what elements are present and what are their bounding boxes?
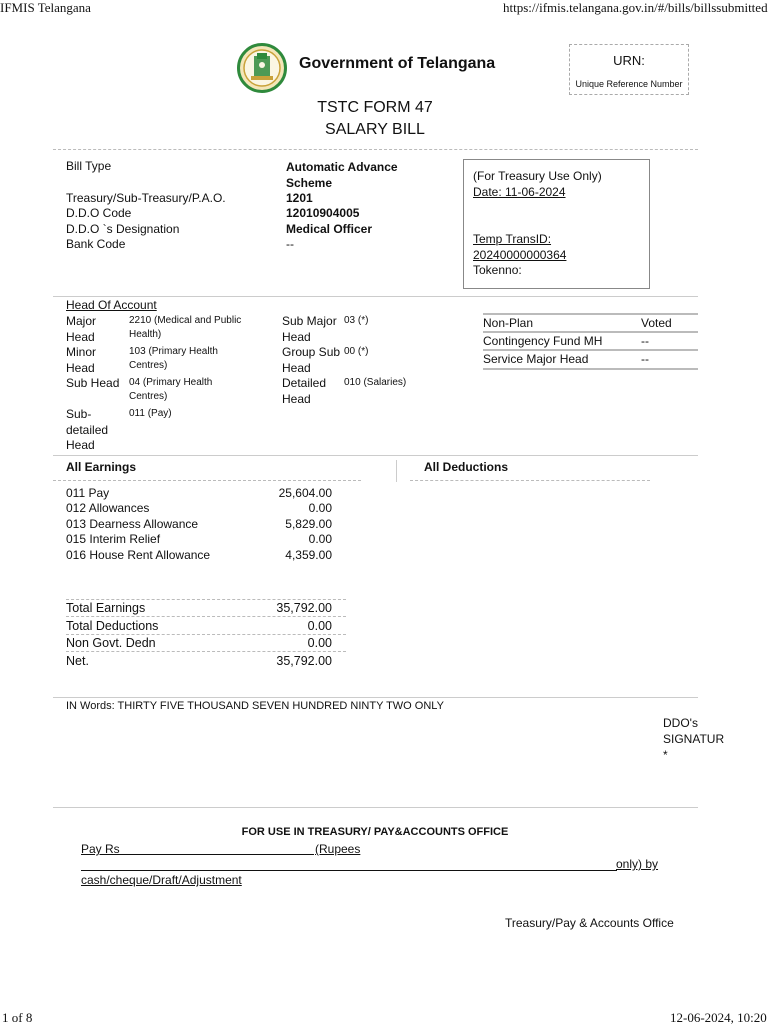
side-table-rule [483,368,698,370]
total-label: Total Deductions [66,619,159,633]
side-table-value: -- [641,352,649,366]
token-label: Tokenno: [473,263,522,277]
earning-amount: 5,829.00 [285,517,332,531]
side-table-row [483,352,698,369]
divider-earnings [53,455,698,456]
divider-treasury [53,807,698,808]
print-header-url: https://ifmis.telangana.gov.in/#/bills/billssubmitted [503,0,768,15]
urn-sublabel: Unique Reference Number [575,79,683,89]
ddo-signature-line2: SIGNATUR [663,732,725,746]
total-label: Non Govt. Dedn [66,636,156,650]
earning-label: 015 Interim Relief [66,532,161,546]
sub-major-head-label: Sub Major Head [282,314,337,344]
side-table-rule [483,349,698,351]
temp-trans-label: Temp TransID: [473,232,552,246]
rupees-line [81,870,617,871]
earning-amount: 25,604.00 [278,486,332,500]
bill-type-label: Bill Type [66,159,112,173]
sub-major-head-value: 03 (*) [344,315,369,326]
earning-amount: 0.00 [308,501,332,515]
treasury-section-title: FOR USE IN TREASURY/ PAY&ACCOUNTS OFFICE [241,826,509,838]
ddo-code-label: D.D.O Code [66,206,132,220]
ddo-designation-label: D.D.O `s Designation [66,222,180,236]
major-head-value: 2210 (Medical and Public Health) [129,315,242,340]
all-earnings-title: All Earnings [66,460,137,474]
total-label: Total Earnings [66,601,146,615]
bank-code-label: Bank Code [66,237,126,251]
ddo-signature-line1: DDO's [663,716,698,730]
total-amount: 0.00 [307,636,332,650]
treasury-use-only: (For Treasury Use Only) [473,169,602,183]
totals-rule [66,634,346,635]
divider-top [53,149,698,150]
form-title: TSTC FORM 47 [317,99,433,116]
divider-words [53,697,698,698]
earning-label: 016 House Rent Allowance [66,548,211,562]
total-label: Net. [66,654,89,668]
total-amount: 0.00 [307,619,332,633]
rupees-label: (Rupees [315,842,361,856]
side-table-label: Service Major Head [483,352,589,366]
side-table-rule [483,313,698,315]
temp-trans-value: 20240000000364 [473,248,567,262]
major-head-label: Major Head [66,314,97,344]
side-table-label: Non-Plan [483,316,534,330]
treasury-office-label: Treasury/Pay & Accounts Office [505,916,674,930]
total-amount: 35,792.00 [276,654,332,668]
earning-amount: 0.00 [308,532,332,546]
treasury-value: 1201 [286,191,313,205]
payment-modes: cash/cheque/Draft/Adjustment [81,873,242,887]
urn-label: URN: [613,53,645,68]
treasury-use-box [463,159,650,289]
detailed-head-label: Detailed Head [282,376,327,406]
sub-head-value: 04 (Primary Health Centres) [129,377,213,402]
side-table-rule [483,331,698,333]
minor-head-value: 103 (Primary Health Centres) [129,346,218,371]
print-footer-timestamp: 12-06-2024, 10:20 [670,1010,767,1025]
totals-rule [66,616,346,617]
form-subtitle: SALARY BILL [325,121,425,138]
all-deductions-title: All Deductions [424,460,509,474]
sub-detailed-head-label: Sub-detailed Head [66,407,109,452]
side-table-value: Voted [641,316,672,330]
ddo-signature [663,715,725,763]
bank-code-value: -- [286,237,294,251]
group-sub-head-label: Group Sub Head [282,345,341,375]
urn-box [569,44,689,95]
earning-amount: 4,359.00 [285,548,332,562]
pay-rs-label: Pay Rs [81,842,120,856]
amount-in-words: IN Words: THIRTY FIVE THOUSAND SEVEN HUNDRED NINTY TWO ONLY [66,700,444,712]
earnings-underline [53,480,361,481]
print-footer-page-count: 1 of 8 [2,1010,33,1025]
pay-rs-line [118,854,314,855]
head-of-account-title: Head Of Account [66,298,157,312]
sub-detailed-head-value: 011 (Pay) [129,408,172,419]
earning-label: 013 Dearness Allowance [66,517,199,531]
total-amount: 35,792.00 [276,601,332,615]
totals-rule [66,651,346,652]
divider-hoa [53,296,698,297]
treasury-date: Date: 11-06-2024 [473,185,566,199]
column-separator [396,460,397,482]
only-by-label: only) by [616,857,659,871]
sub-head-label: Sub Head [66,376,120,390]
earning-label: 012 Allowances [66,501,150,515]
telangana-emblem-icon [237,43,287,93]
earning-label: 011 Pay [66,486,110,500]
detailed-head-value: 010 (Salaries) [344,377,407,388]
print-header-title: IFMIS Telangana [0,0,91,15]
ddo-signature-line3: * [663,748,668,762]
government-title: Government of Telangana [299,55,496,72]
ddo-designation-value: Medical Officer [286,222,373,236]
treasury-label: Treasury/Sub-Treasury/P.A.O. [66,191,226,205]
side-table-label: Contingency Fund MH [483,334,603,348]
side-table-value: -- [641,334,649,348]
group-sub-head-value: 00 (*) [344,346,369,357]
deductions-underline [410,480,650,481]
ddo-code-value: 12010904005 [286,206,360,220]
bill-type-value: Automatic Advance Scheme [286,160,398,190]
totals-rule [66,599,346,600]
minor-head-label: Minor Head [66,345,97,375]
